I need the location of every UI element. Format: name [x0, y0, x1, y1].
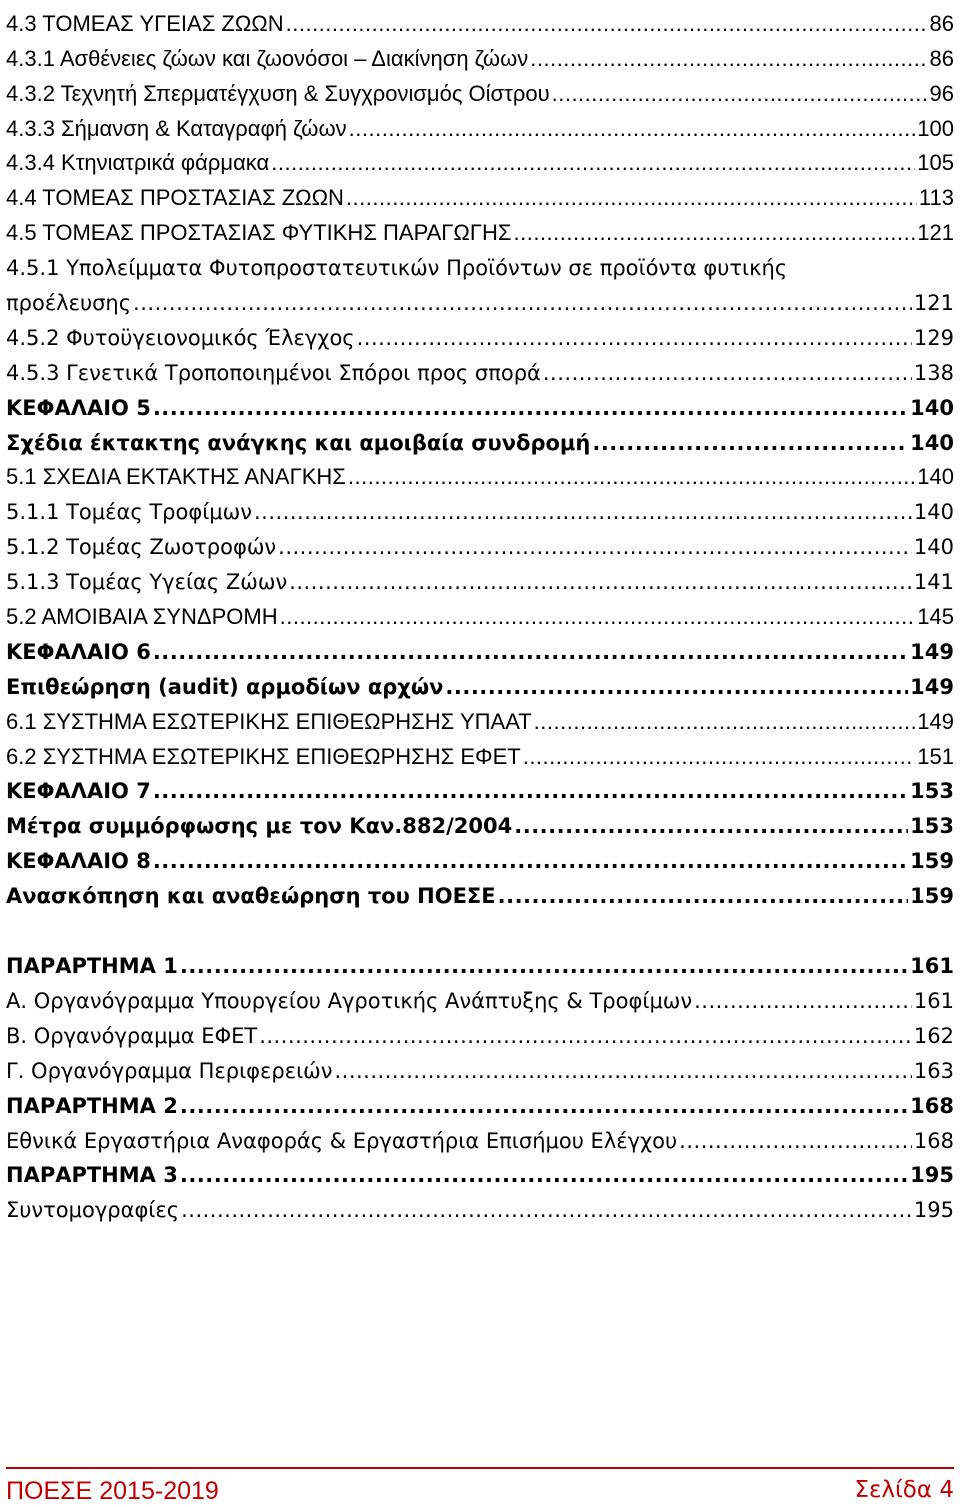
toc-entry[interactable]: [6, 1012, 954, 1047]
toc-entry[interactable]: [6, 523, 954, 558]
toc-leader-dots: [334, 1061, 911, 1082]
toc-leader-dots: [679, 1131, 912, 1152]
toc-entry-label: Β. Οργανόγραμμα ΕΦΕΤ: [6, 1023, 258, 1048]
toc-leader-dots: [592, 433, 908, 454]
toc-entry[interactable]: [6, 872, 954, 907]
page-footer: [6, 1467, 954, 1506]
toc-entry-label: Ανασκόπηση και αναθεώρηση του ΠΟΕΣΕ: [6, 884, 496, 909]
table-of-contents: [6, 0, 954, 1221]
toc-entry[interactable]: [6, 35, 954, 70]
toc-entry[interactable]: [6, 1117, 954, 1152]
toc-entry-label: Γ. Οργανόγραμμα Περιφερειών: [6, 1058, 333, 1083]
toc-entry-label: 6.2 ΣΥΣΤΗΜΑ ΕΣΩΤΕΡΙΚΗΣ ΕΠΙΘΕΩΡΗΣΗΣ ΕΦΕΤ: [6, 743, 521, 769]
toc-entry[interactable]: [6, 419, 954, 454]
toc-entry-label: 4.5 ΤΟΜΕΑΣ ΠΡΟΣΤΑΣΙΑΣ ΦΥΤΙΚΗΣ ΠΑΡΑΓΩΓΗΣ: [6, 220, 512, 246]
toc-entry-page: 195: [913, 1198, 954, 1223]
toc-entry-label: 4.3.1 Ασθένειες ζώων και ζωονόσοι – Διακίνηση ζώων: [6, 45, 529, 71]
toc-entry-page: 86: [929, 45, 954, 71]
toc-entry-page: 138: [913, 360, 954, 385]
toc-entry[interactable]: [6, 768, 954, 803]
toc-entry[interactable]: [6, 593, 954, 628]
toc-entry-label: Συντομογραφίες: [6, 1198, 180, 1223]
toc-spacer: [6, 907, 954, 942]
toc-entry-page: 163: [913, 1058, 954, 1083]
toc-entry-label: 5.2 ΑΜΟΙΒΑΙΑ ΣΥΝΔΡΟΜΗ: [6, 604, 278, 630]
toc-leader-dots: [153, 642, 908, 663]
toc-entry-page: 100: [917, 115, 954, 141]
toc-entry-label: ΚΕΦΑΛΑΙΟ 7: [6, 779, 151, 804]
toc-entry-page: 162: [913, 1023, 954, 1048]
toc-entry[interactable]: [6, 698, 954, 733]
toc-entry-label: 4.4 ΤΟΜΕΑΣ ΠΡΟΣΤΑΣΙΑΣ ΖΩΩΝ: [6, 185, 344, 211]
toc-leader-dots: [286, 13, 928, 35]
toc-entry-page: 105: [917, 150, 954, 176]
toc-leader-dots: [180, 1165, 908, 1186]
toc-entry-page: 161: [910, 954, 954, 979]
toc-leader-dots: [180, 1096, 908, 1117]
toc-leader-dots: [259, 1026, 912, 1047]
toc-entry-page: 121: [917, 220, 954, 246]
toc-entry-label: 4.5.1 Υπολείμματα Φυτοπροστατευτικών Προϊόντων σε προϊόντα φυτικής: [6, 256, 788, 281]
toc-entry-label: 6.1 ΣΥΣΤΗΜΑ ΕΣΩΤΕΡΙΚΗΣ ΕΠΙΘΕΩΡΗΣΗΣ ΥΠΑΑΤ: [6, 708, 532, 734]
footer-page-number: Σελίδα 4: [854, 1477, 954, 1503]
toc-entry-page: 140: [910, 395, 954, 420]
toc-leader-dots: [180, 956, 908, 977]
toc-entry-page: 140: [913, 535, 954, 560]
toc-leader-dots: [357, 328, 912, 349]
toc-entry[interactable]: [6, 174, 954, 209]
toc-leader-dots: [153, 851, 908, 872]
toc-entry[interactable]: [6, 0, 954, 35]
toc-entry-label: ΚΕΦΑΛΑΙΟ 5: [6, 395, 151, 420]
toc-leader-dots: [514, 816, 908, 837]
toc-entry[interactable]: [6, 384, 954, 419]
toc-entry-page: 129: [913, 325, 954, 350]
toc-entry[interactable]: [6, 314, 954, 349]
toc-leader-dots: [280, 606, 916, 628]
toc-entry[interactable]: [6, 837, 954, 872]
toc-entry-label: 4.3.4 Κτηνιατρικά φάρμακα: [6, 150, 270, 176]
toc-entry-page: 140: [910, 430, 954, 455]
toc-leader-dots: [498, 886, 909, 907]
toc-entry[interactable]: [6, 209, 954, 244]
toc-entry-page: 153: [910, 814, 954, 839]
toc-leader-dots: [181, 1200, 912, 1221]
toc-entry-page: 149: [910, 674, 954, 699]
toc-leader-dots: [543, 363, 912, 384]
toc-leader-dots: [348, 466, 915, 488]
toc-entry-label: 4.3 ΤΟΜΕΑΣ ΥΓΕΙΑΣ ΖΩΩΝ: [6, 10, 284, 36]
toc-entry-page: 140: [913, 500, 954, 525]
toc-leader-dots: [278, 537, 912, 558]
toc-leader-dots: [445, 677, 908, 698]
toc-leader-dots: [153, 398, 908, 419]
toc-entry-page: 86: [929, 10, 954, 36]
toc-entry[interactable]: [6, 942, 954, 977]
toc-entry-label: 4.3.2 Τεχνητή Σπερματέγχυση & Συγχρονισμός Οίστρου: [6, 80, 550, 106]
toc-entry-page: 121: [913, 291, 954, 316]
toc-entry-page: 153: [910, 779, 954, 804]
toc-entry-label: 5.1.3 Τομέας Υγείας Ζώων: [6, 570, 288, 595]
toc-entry[interactable]: [6, 977, 954, 1012]
toc-entry[interactable]: [6, 628, 954, 663]
toc-leader-dots: [530, 48, 927, 70]
toc-entry[interactable]: [6, 105, 954, 140]
toc-entry-label: 4.5.3 Γενετικά Τροποποιημένοι Σπόροι προς σπορά: [6, 360, 541, 385]
toc-entry[interactable]: [6, 454, 954, 489]
toc-entry-page: 113: [918, 185, 954, 211]
toc-entry[interactable]: [6, 1082, 954, 1117]
toc-entry[interactable]: [6, 70, 954, 105]
toc-entry-label: ΚΕΦΑΛΑΙΟ 6: [6, 639, 151, 664]
toc-entry-page: 168: [910, 1093, 954, 1118]
toc-entry-label: 4.3.3 Σήμανση & Καταγραφή ζώων: [6, 115, 347, 141]
toc-entry-label: Επιθεώρηση (audit) αρμοδίων αρχών: [6, 674, 444, 699]
toc-entry-label: Σχέδια έκτακτης ανάγκης και αμοιβαία συνδρομή: [6, 430, 591, 455]
toc-entry[interactable]: [6, 663, 954, 698]
toc-entry-label: ΠΑΡΑΡΤΗΜΑ 2: [6, 1093, 178, 1118]
toc-entry-label: Α. Οργανόγραμμα Υπουργείου Αγροτικής Ανάπτυξης & Τροφίμων: [6, 988, 693, 1013]
toc-leader-dots: [271, 152, 915, 174]
toc-entry-label: 5.1 ΣΧΕΔΙΑ ΕΚΤΑΚΤΗΣ ΑΝΑΓΚΗΣ: [6, 464, 346, 490]
toc-entry[interactable]: [6, 1047, 954, 1082]
toc-leader-dots: [153, 781, 908, 802]
toc-entry[interactable]: [6, 802, 954, 837]
toc-entry-page: 149: [917, 708, 954, 734]
toc-entry-label: 5.1.1 Τομέας Τροφίμων: [6, 500, 252, 525]
toc-leader-dots: [694, 991, 912, 1012]
toc-entry-page: 96: [929, 80, 954, 106]
toc-leader-dots: [346, 187, 917, 209]
toc-entry[interactable]: [6, 244, 954, 279]
toc-entry[interactable]: [6, 140, 954, 175]
toc-leader-dots: [133, 293, 912, 314]
toc-entry-page: 168: [913, 1128, 954, 1153]
toc-entry-page: 195: [910, 1163, 954, 1188]
toc-leader-dots: [552, 83, 928, 105]
toc-entry-label: Μέτρα συμμόρφωσης με τον Καν.882/2004: [6, 814, 513, 839]
toc-entry-label: 4.5.2 Φυτοϋγειονομικός Έλεγχος: [6, 325, 355, 350]
toc-leader-dots: [349, 118, 916, 140]
toc-leader-dots: [289, 572, 912, 593]
toc-entry-label: ΠΑΡΑΡΤΗΜΑ 3: [6, 1163, 178, 1188]
toc-entry-page: 159: [910, 884, 954, 909]
toc-entry-page: 141: [913, 570, 954, 595]
toc-leader-dots: [513, 222, 915, 244]
toc-entry[interactable]: [6, 1152, 954, 1187]
toc-entry[interactable]: [6, 1186, 954, 1221]
toc-entry-page: 145: [917, 604, 954, 630]
toc-leader-dots: [523, 746, 916, 768]
toc-entry-page: 151: [917, 743, 954, 769]
toc-entry[interactable]: [6, 558, 954, 593]
toc-entry[interactable]: [6, 488, 954, 523]
toc-entry-page: 161: [913, 988, 954, 1013]
footer-document-title: ΠΟΕΣΕ 2015-2019: [6, 1477, 219, 1505]
toc-leader-dots: [534, 711, 916, 733]
toc-entry[interactable]: [6, 733, 954, 768]
toc-leader-dots: [254, 502, 912, 523]
toc-entry-page: 159: [910, 849, 954, 874]
toc-entry[interactable]: [6, 349, 954, 384]
toc-entry-label: ΠΑΡΑΡΤΗΜΑ 1: [6, 954, 178, 979]
toc-entry-label: ΚΕΦΑΛΑΙΟ 8: [6, 849, 151, 874]
toc-entry-label-continued: προέλευσης: [6, 291, 132, 316]
toc-entry-continuation[interactable]: [6, 279, 954, 314]
toc-entry-label: Εθνικά Εργαστήρια Αναφοράς & Εργαστήρια Επισήμου Ελέγχου: [6, 1128, 678, 1153]
toc-entry-page: 140: [917, 464, 954, 490]
toc-entry-label: 5.1.2 Τομέας Ζωοτροφών: [6, 535, 277, 560]
toc-entry-page: 149: [910, 639, 954, 664]
